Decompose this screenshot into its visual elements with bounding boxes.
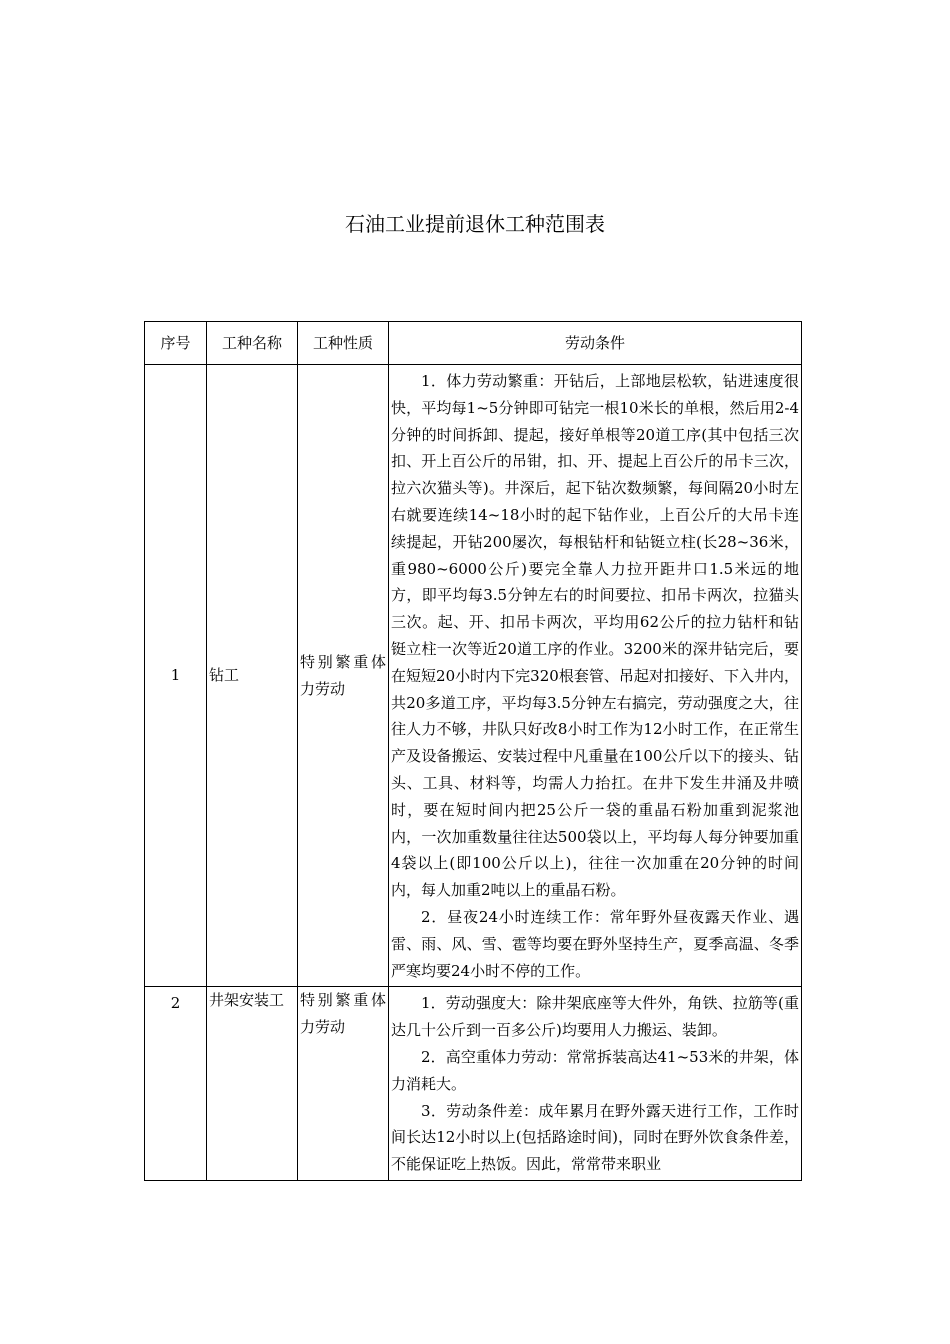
- header-name: 工种名称: [207, 322, 298, 365]
- row-conditions: [389, 987, 802, 1181]
- row-conditions: [389, 365, 802, 987]
- condition-paragraph: 2．昼夜24小时连续工作：常年野外昼夜露天作业、遇雷、雨、风、雪、雹等均要在野外坚持生产，夏季高温、冬季严寒均要24小时不停的工作。: [391, 907, 799, 980]
- row-no: 1: [145, 365, 207, 987]
- header-nature: 工种性质: [298, 322, 389, 365]
- document-title: 石油工业提前退休工种范围表: [345, 212, 605, 236]
- work-type-table: [144, 321, 802, 1181]
- table-header-row: [145, 322, 802, 365]
- row-no: 2: [145, 987, 207, 1181]
- row-name: 钻工: [207, 365, 298, 987]
- row-nature: 特别繁重体力劳动: [298, 987, 389, 1181]
- header-conditions: 劳动条件: [389, 322, 802, 365]
- condition-paragraph: 1．体力劳动繁重：开钻后，上部地层松软，钻进速度很快，平均每1~5分钟即可钻完一根10米长的单根，然后用2-4分钟的时间拆卸、提起，接好单根等20道工序(其中包括三次扣、开上百公斤的吊钳，扣、开、提起上百公斤的吊卡三次，拉六次猫头等)。井深后，起下钻次数频繁，每间隔20小时左右就要连续14~18小时的起下钻作业，上百公斤的大吊卡连续提起，开钻200屡次，每根钻杆和钻铤立柱(长28~36米，重980~6000公斤)要完全靠人力拉开距井口1.5米远的地方，即平均每3.5分钟左右的时间要拉、扣吊卡两次，拉猫头三次。起、开、扣吊卡两次，平均用62公斤的拉力钻杆和钻铤立柱一次等近20道工序的作业。3200米的深井钻完后，要在短短20小时内下完320根套管、吊起对扣接好、下入井内，共20多道工序，平均每3.5分钟左右搞完，劳动强度之大，往往人力不够，井队只好改8小时工作为12小时工作，在正常生产及设备搬运、安装过程中凡重量在100公斤以下的接头、钻头、工具、材料等，均需人力抬扛。在井下发生井涌及井喷时，要在短时间内把25公斤一袋的重晶石粉加重到泥浆池内，一次加重数量往往达500袋以上，平均每人每分钟要加重4袋以上(即100公斤以上)，往往一次加重在20分钟的时间内，每人加重2吨以上的重晶石粉。: [391, 372, 799, 900]
- condition-paragraph: 2．高空重体力劳动：常常拆装高达41~53米的井架，体力消耗大。: [391, 1047, 799, 1093]
- row-name: 井架安装工: [207, 987, 298, 1181]
- condition-paragraph: 3．劳动条件差：成年累月在野外露天进行工作，工作时间长达12小时以上(包括路途时间)，同时在野外饮食条件差，不能保证吃上热饭。因此，常常带来职业: [391, 1101, 799, 1174]
- condition-paragraph: 1．劳动强度大：除井架底座等大件外，角铁、拉筋等(重达几十公斤到一百多公斤)均要用人力搬运、装卸。: [391, 994, 799, 1040]
- table-row: [145, 987, 802, 1181]
- table-row: [145, 365, 802, 987]
- row-nature: 特别繁重体力劳动: [298, 365, 389, 987]
- header-no: 序号: [145, 322, 207, 365]
